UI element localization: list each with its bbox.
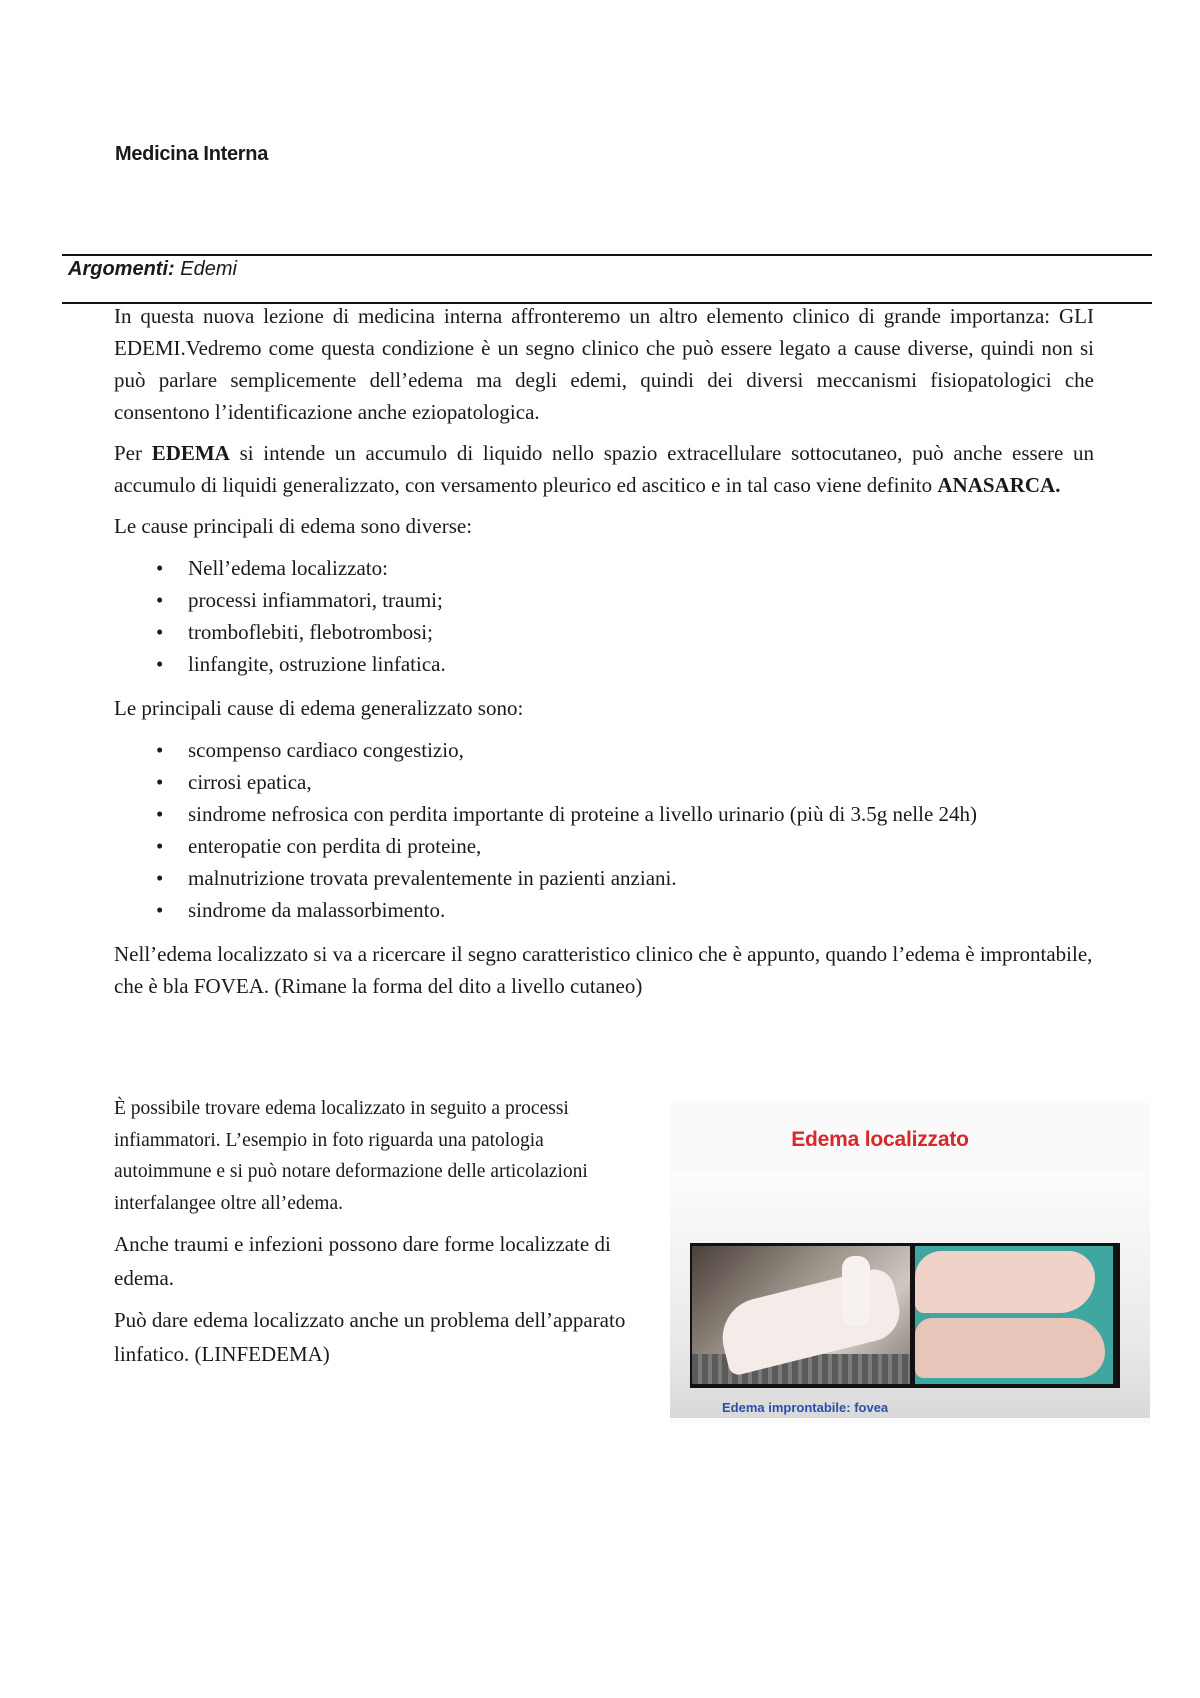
definition-text-2: si intende un accumulo di liquido nello spazio extracellulare sottocutaneo, può anche essere un accumulo di liquidi generalizzato, con versamento pleurico ed ascitico e in tal caso viene definito — [114, 441, 1094, 497]
list-item-text: enteropatie con perdita di proteine, — [188, 834, 482, 858]
bullet-icon: • — [156, 834, 164, 858]
causes-intro: Le cause principali di edema sono diverse: — [114, 514, 473, 538]
bullet-icon: • — [156, 866, 164, 890]
list-item — [156, 798, 1094, 830]
topic-top-rule — [62, 254, 1152, 256]
list-item-text: sindrome nefrosica con perdita importante di proteine a livello urinario (più di 3.5g nelle 24h) — [188, 802, 978, 826]
bullet-icon: • — [156, 802, 164, 826]
lymphedema-paragraph: Può dare edema localizzato anche un problema dell’apparato linfatico. (LINFEDEMA) — [114, 1308, 626, 1366]
autoimmune-paragraph: È possibile trovare edema localizzato in seguito a processi infiammatori. L’esempio in foto riguarda una patologia autoimmune e si può notare deformazione delle articolazioni interfalangee oltre all’edema. — [114, 1098, 588, 1214]
list-item — [156, 894, 1094, 926]
intro-paragraph: In questa nuova lezione di medicina interna affronteremo un altro elemento clinico di grande importanza: GLI EDEMI.Vedremo come questa condizione è un segno clinico che può essere legato a cause diverse, quindi non si può parlare semplicemente dell’edema ma degli edemi, quindi dei diversi meccanismi fisiopatologici che consentono l’identificazione anche eziopatologica. — [114, 304, 1094, 424]
list-item-text: tromboflebiti, flebotrombosi; — [188, 620, 433, 644]
list-item — [156, 648, 1094, 680]
slide-caption: Edema improntabile: fovea — [722, 1400, 889, 1415]
definition-paragraph — [114, 437, 1094, 501]
bullet-icon: • — [156, 898, 164, 922]
bullet-icon: • — [156, 556, 164, 580]
photo-heel — [842, 1256, 870, 1326]
topic-value: Edemi — [180, 258, 237, 280]
generalized-causes-list — [114, 734, 1094, 926]
legs-edema-photo — [915, 1246, 1113, 1384]
list-item — [156, 766, 1094, 798]
list-item — [156, 616, 1094, 648]
definition-term-anasarca: ANASARCA. — [937, 473, 1061, 497]
slide-image — [670, 1103, 1150, 1423]
definition-term-edema: EDEMA — [151, 441, 230, 465]
list-item-text: processi infiammatori, traumi; — [188, 588, 443, 612]
trauma-paragraph: Anche traumi e infezioni possono dare forme localizzate di edema. — [114, 1232, 611, 1290]
list-item — [156, 584, 1094, 616]
main-content — [114, 300, 1094, 1011]
bullet-icon: • — [156, 588, 164, 612]
bullet-icon: • — [156, 770, 164, 794]
list-item — [156, 830, 1094, 862]
photo-leg-lower — [915, 1318, 1105, 1378]
list-item-text: scompenso cardiaco congestizio, — [188, 738, 464, 762]
bullet-icon: • — [156, 620, 164, 644]
fovea-paragraph: Nell’edema localizzato si va a ricercare il segno caratteristico clinico che è appunto, quando l’edema è improntabile, che è bla FOVEA. (Rimane la forma del dito a livello cutaneo) — [114, 942, 1093, 998]
photo-strip — [690, 1243, 1120, 1388]
list-item-text: Nell’edema localizzato: — [188, 556, 388, 580]
slide-title: Edema localizzato — [791, 1128, 969, 1151]
list-item — [156, 862, 1094, 894]
topic-line — [68, 258, 237, 281]
bullet-icon: • — [156, 652, 164, 676]
list-item — [156, 552, 1094, 584]
list-item-text: malnutrizione trovata prevalentemente in pazienti anziani. — [188, 866, 677, 890]
list-item-text: cirrosi epatica, — [188, 770, 312, 794]
generalized-intro: Le principali cause di edema generalizzato sono: — [114, 696, 524, 720]
topic-label: Argomenti: — [68, 258, 175, 280]
foot-edema-photo — [692, 1246, 910, 1384]
list-item-text: linfangite, ostruzione linfatica. — [188, 652, 446, 676]
photo-leg-upper — [915, 1251, 1095, 1313]
list-item — [156, 734, 1094, 766]
bullet-icon: • — [156, 738, 164, 762]
left-column-text — [114, 1093, 634, 1379]
definition-text-1: Per — [114, 441, 152, 465]
list-item-text: sindrome da malassorbimento. — [188, 898, 446, 922]
course-title: Medicina Interna — [115, 143, 269, 165]
localized-causes-list — [114, 552, 1094, 680]
